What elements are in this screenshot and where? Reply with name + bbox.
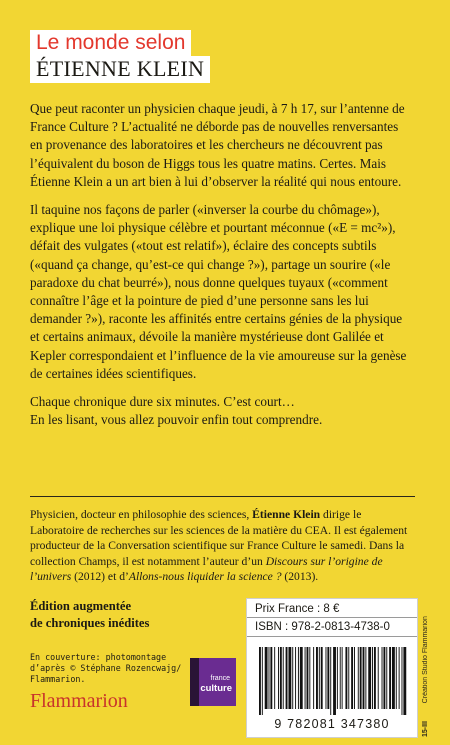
barcode-label (246, 598, 418, 738)
france-culture-logo-icon (190, 658, 236, 706)
title-line-2: ÉTIENNE KLEIN (30, 56, 210, 83)
barcode-icon (257, 647, 407, 715)
bio-text-3: (2012) et d’ (71, 570, 129, 584)
blurb-paragraph-3 (30, 393, 410, 429)
blurb (30, 100, 410, 439)
book-title-1: Discours sur l’origine de l’univers (30, 554, 383, 584)
bio-text-4: (2013). (281, 570, 319, 584)
publisher-logo: Flammarion (30, 690, 128, 712)
barcode-separator (247, 636, 417, 637)
author-name: Étienne Klein (252, 508, 321, 521)
logo-word-1: france (210, 675, 230, 682)
spine-credit: Création Studio Flammarion (422, 616, 429, 704)
edition-line-2: de chroniques inédites (30, 615, 150, 630)
cover-credit (30, 652, 200, 685)
divider (30, 496, 415, 497)
logo-word-2: culture (200, 683, 232, 694)
blurb-paragraph-2: Il taquine nos façons de parler («inverser la courbe du chômage»), explique une loi physique célèbre et pourtant méconnue («E = mc²»), défait des vulgates («tout est relatif»), éclaire des concepts subtils («quand ça change, qu’est-ce qui change ?»), partage un sourire («le paradoxe du chat beurré»), nous donne quelques tuyaux («comment connaître l’âge et la pointure de pied d’une personne sans les lui demander ?»), raconte les affinités entre certains génies de la physique et certains animaux, dévoile la manière mystérieuse dont Galilée et Kepler correspondaient et l’influence de la vie amoureuse sur la genèse de certaines idées scientifiques. (30, 202, 407, 381)
title-block (30, 30, 210, 83)
bio-text-1: Physicien, docteur en philosophie des sciences, (30, 508, 253, 521)
isbn-text: ISBN : 978-2-0813-4738-0 (255, 621, 390, 633)
credit-line-2: d’après © Stéphane Rozencwajg/ (30, 663, 182, 673)
spine-text (421, 552, 437, 737)
blurb-line-3a: Chaque chronique dure six minutes. C’est court… (30, 394, 295, 410)
spine-code: 15-III (422, 721, 429, 737)
edition-line-1: Édition augmentée (30, 599, 132, 613)
barcode-digits: 9 782081 347380 (274, 717, 390, 731)
edition-note (30, 598, 200, 631)
blurb-line-3b: En les lisant, vous allez pouvoir enfin tout comprendre. (30, 412, 323, 428)
credit-line-1: En couverture: photomontage (30, 652, 167, 662)
credit-line-3: Flammarion. (30, 674, 86, 684)
barcode-separator (247, 617, 417, 618)
blurb-paragraph-1: Que peut raconter un physicien chaque jeudi, à 7 h 17, sur l’antenne de France Culture ? L’actualité ne déborde pas de nouvelles renversantes en provenance des laboratoires et les chercheurs ne découvrent pas l’équivalent du boson de Higgs tous les quatre matins. Certes. Mais Étienne Klein a un art bien à lui d’observer la réalité qui nous entoure. (30, 101, 405, 189)
price-text: Prix France : 8 € (255, 603, 340, 615)
bio-text-2: dirige le Laboratoire de recherches sur les sciences de la matière du CEA. Il est également producteur de la Conversation scientifique sur France Culture le samedi. Dans la collection Champs, il est notamment l’auteur d’un (30, 508, 408, 568)
author-bio (30, 507, 412, 585)
book-title-2: Allons-nous liquider la science ? (128, 570, 282, 584)
title-line-1: Le monde selon (30, 30, 191, 56)
